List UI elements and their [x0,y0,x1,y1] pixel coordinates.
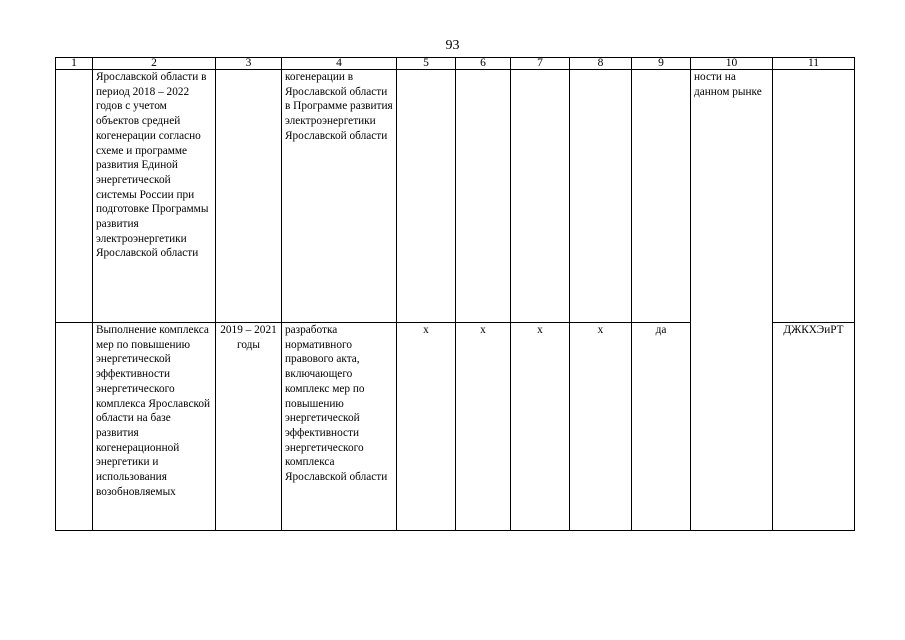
cell-r2-c3: 2019 – 2021 годы [216,323,282,531]
cell-r1-c4: когенерации в Ярославской области в Программе развития электроэнергетики Ярославской области [282,70,397,323]
column-header-10: 10 [691,58,773,70]
cell-r1-c10: ности на данном рынке [691,70,773,531]
cell-r2-c7: х [511,323,570,531]
cell-r1-c1 [56,70,93,323]
column-header-6: 6 [456,58,511,70]
column-header-5: 5 [397,58,456,70]
cell-r1-c5 [397,70,456,323]
cell-r2-c6: х [456,323,511,531]
column-header-4: 4 [282,58,397,70]
cell-r2-c1 [56,323,93,531]
page-number: 93 [445,38,460,53]
cell-r1-c7 [511,70,570,323]
column-header-11: 11 [773,58,855,70]
column-header-3: 3 [216,58,282,70]
column-header-1: 1 [56,58,93,70]
column-header-9: 9 [632,58,691,70]
cell-r2-c4: разработка нормативного правового акта, включающего комплекс мер по повышению энергетической эффективности энергетического комплекса Ярославской области [282,323,397,531]
column-header-2: 2 [93,58,216,70]
cell-r2-c5: х [397,323,456,531]
cell-r1-c9 [632,70,691,323]
cell-r1-c3 [216,70,282,323]
cell-r2-c9: да [632,323,691,531]
cell-r1-c11 [773,70,855,323]
cell-r1-c2: Ярославской области в период 2018 – 2022 годов с учетом объектов средней когенерации согласно схеме и программе развития Единой энергетической системы России при подготовке Программы развития электроэнергетики Ярославской области [93,70,216,323]
cell-r1-c6 [456,70,511,323]
document-table [55,57,855,531]
cell-r2-c8: х [570,323,632,531]
cell-r2-c11: ДЖКХЭиРТ [773,323,855,531]
cell-r1-c8 [570,70,632,323]
cell-r2-c2: Выполнение комплекса мер по повышению энергетической эффективности энергетического комплекса Ярославской области на базе развития когенерационной энергетики и использования возобновляемых [93,323,216,531]
header-row [56,58,855,70]
table-row [56,70,855,323]
column-header-7: 7 [511,58,570,70]
column-header-8: 8 [570,58,632,70]
